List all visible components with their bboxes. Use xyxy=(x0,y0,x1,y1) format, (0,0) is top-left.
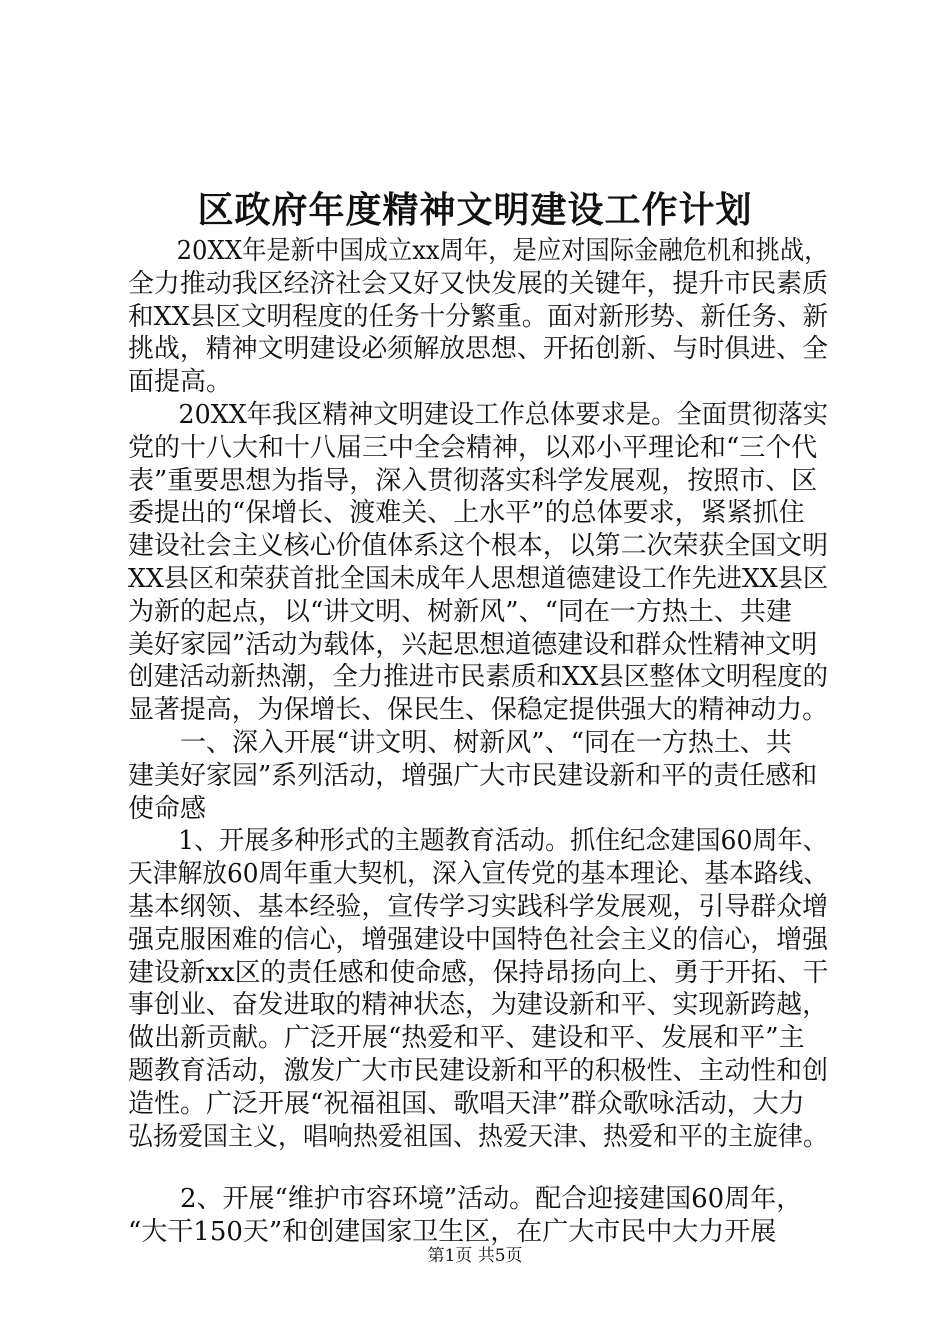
text-line: 挑战，精神文明建设必须解放思想、开拓创新、与时俱进、全 xyxy=(128,334,829,365)
text-line: “大干150天”和创建国家卫生区，在广大市民中大力开展 xyxy=(128,1217,777,1248)
document-title: 区政府年度精神文明建设工作计划 xyxy=(197,189,753,231)
body-block-1 xyxy=(128,235,828,1153)
text-line: 天津解放60周年重大契机，深入宣传党的基本理论、基本路线、 xyxy=(128,859,829,890)
body-block-2 xyxy=(128,1183,828,1249)
text-line: 建美好家园”系列活动，增强广大市民建设新和平的责任感和 xyxy=(128,760,818,791)
text-line: 做出新贡献。广泛开展“热爱和平、建设和平、发展和平”主 xyxy=(128,1023,805,1054)
text-line: 使命感 xyxy=(128,793,207,824)
text-line: 1、开展多种形式的主题教育活动。抓住纪念建国60周年、 xyxy=(128,826,828,857)
text-line: 一、深入开展“讲文明、树新风”、“同在一方热土、共 xyxy=(128,727,792,758)
paragraph-gap xyxy=(128,1153,828,1183)
text-line: 题教育活动，激发广大市民建设新和平的积极性、主动性和创 xyxy=(128,1055,829,1086)
text-line: 面提高。 xyxy=(128,367,233,398)
text-line: 20XX年是新中国成立xx周年，是应对国际金融危机和挑战， xyxy=(128,236,829,266)
text-line: 造性。广泛开展“祝福祖国、歌唱天津”群众歌咏活动，大力 xyxy=(128,1088,805,1119)
text-line: 建设新xx区的责任感和使命感，保持昂扬向上、勇于开拓、干 xyxy=(128,957,829,988)
text-line: 表”重要思想为指导，深入贯彻落实科学发展观，按照市、区 xyxy=(128,465,818,496)
page-footer: 第1页 共5页 xyxy=(427,1246,523,1266)
text-line: 党的十八大和十八届三中全会精神，以邓小平理论和“三个代 xyxy=(128,432,818,463)
text-line: XX县区和荣获首批全国未成年人思想道德建设工作先进XX县区 xyxy=(128,563,829,594)
text-line: 2、开展“维护市容环境”活动。配合迎接建国60周年， xyxy=(128,1184,803,1215)
text-line: 事创业、奋发进取的精神状态，为建设新和平、实现新跨越， xyxy=(128,990,829,1021)
text-line: 弘扬爱国主义，唱响热爱祖国、热爱天津、热爱和平的主旋律。 xyxy=(128,1121,828,1152)
text-line: 基本纲领、基本经验，宣传学习实践科学发展观，引导群众增 xyxy=(128,891,829,922)
text-line: 创建活动新热潮，全力推进市民素质和XX县区整体文明程度的 xyxy=(128,662,829,693)
text-line: 全力推动我区经济社会又好又快发展的关键年，提升市民素质 xyxy=(128,268,829,299)
text-line: 和XX县区文明程度的任务十分繁重。面对新形势、新任务、新 xyxy=(128,301,829,332)
document-body xyxy=(128,235,828,1249)
text-line: 委提出的“保增长、渡难关、上水平”的总体要求，紧紧抓住 xyxy=(128,498,805,529)
text-line: 20XX年我区精神文明建设工作总体要求是。全面贯彻落实 xyxy=(128,399,829,430)
text-line: 美好家园”活动为载体，兴起思想道德建设和群众性精神文明 xyxy=(128,629,818,660)
text-line: 显著提高，为保增长、保民生、保稳定提供强大的精神动力。 xyxy=(128,695,829,726)
text-line: 强克服困难的信心，增强建设中国特色社会主义的信心，增强 xyxy=(128,924,829,955)
text-line: 建设社会主义核心价值体系这个根本，以第二次荣获全国文明 xyxy=(128,531,829,562)
text-line: 为新的起点，以“讲文明、树新风”、“同在一方热土、共建 xyxy=(128,596,792,627)
